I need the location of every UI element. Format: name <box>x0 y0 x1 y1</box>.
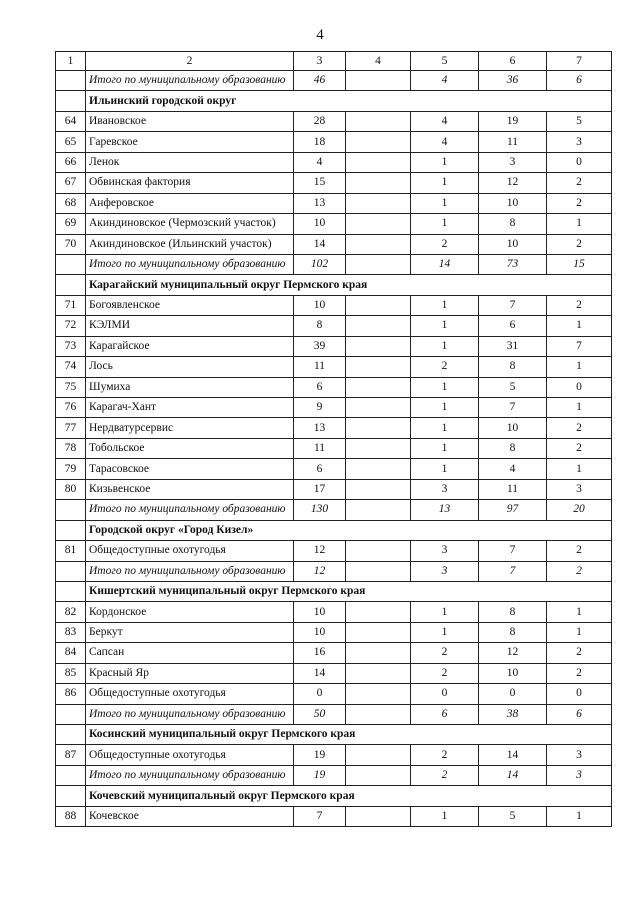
table-row <box>56 479 612 499</box>
row-number: 75 <box>56 377 86 397</box>
cell-col7: 3 <box>547 745 612 765</box>
table-row <box>56 541 612 561</box>
table-row <box>56 295 612 315</box>
cell-col6: 8 <box>479 602 547 622</box>
cell-col3: 12 <box>294 541 346 561</box>
row-number: 85 <box>56 663 86 683</box>
table-row <box>56 684 612 704</box>
cell-col7: 2 <box>547 643 612 663</box>
cell-col3: 12 <box>294 561 346 581</box>
cell-col4 <box>346 234 411 254</box>
cell-col7: 2 <box>547 438 612 458</box>
cell-col7: 3 <box>547 132 612 152</box>
cell-col3: 4 <box>294 152 346 172</box>
section-number-cell <box>56 786 86 806</box>
cell-col3: 13 <box>294 418 346 438</box>
row-number <box>56 561 86 581</box>
ground-name: Акиндиновское (Чермозский участок) <box>86 214 294 234</box>
cell-col5: 4 <box>411 111 479 131</box>
cell-col3: 8 <box>294 316 346 336</box>
cell-col7: 1 <box>547 602 612 622</box>
cell-col4 <box>346 684 411 704</box>
row-number: 87 <box>56 745 86 765</box>
cell-col6: 11 <box>479 479 547 499</box>
row-number <box>56 500 86 520</box>
ground-name: Итого по муниципальному образованию <box>86 561 294 581</box>
cell-col4 <box>346 254 411 274</box>
column-header: 5 <box>411 52 479 71</box>
cell-col4 <box>346 745 411 765</box>
row-number <box>56 765 86 785</box>
ground-name: Кордонское <box>86 602 294 622</box>
row-number <box>56 254 86 274</box>
ground-name: Общедоступные охотугодья <box>86 745 294 765</box>
table-body <box>56 52 612 827</box>
cell-col7: 15 <box>547 254 612 274</box>
cell-col4 <box>346 561 411 581</box>
row-number: 68 <box>56 193 86 213</box>
ground-name: Карагайское <box>86 336 294 356</box>
ground-name: Гаревское <box>86 132 294 152</box>
cell-col7: 1 <box>547 806 612 826</box>
cell-col3: 6 <box>294 377 346 397</box>
cell-col4 <box>346 418 411 438</box>
cell-col3: 19 <box>294 765 346 785</box>
cell-col4 <box>346 357 411 377</box>
table-row <box>56 643 612 663</box>
cell-col5: 2 <box>411 745 479 765</box>
column-header: 4 <box>346 52 411 71</box>
cell-col7: 7 <box>547 336 612 356</box>
cell-col4 <box>346 459 411 479</box>
cell-col5: 2 <box>411 643 479 663</box>
cell-col6: 6 <box>479 316 547 336</box>
cell-col5: 4 <box>411 71 479 91</box>
column-header: 7 <box>547 52 612 71</box>
cell-col4 <box>346 193 411 213</box>
ground-name: Итого по муниципальному образованию <box>86 704 294 724</box>
ground-name: Общедоступные охотугодья <box>86 684 294 704</box>
cell-col5: 6 <box>411 704 479 724</box>
cell-col6: 10 <box>479 418 547 438</box>
cell-col5: 3 <box>411 479 479 499</box>
row-number: 79 <box>56 459 86 479</box>
cell-col5: 1 <box>411 316 479 336</box>
cell-col4 <box>346 765 411 785</box>
ground-name: Нердватурсервис <box>86 418 294 438</box>
cell-col7: 3 <box>547 765 612 785</box>
ground-name: КЭЛМИ <box>86 316 294 336</box>
cell-col6: 36 <box>479 71 547 91</box>
cell-col3: 9 <box>294 398 346 418</box>
cell-col5: 1 <box>411 438 479 458</box>
cell-col3: 7 <box>294 806 346 826</box>
ground-name: Шумиха <box>86 377 294 397</box>
cell-col7: 2 <box>547 561 612 581</box>
section-number-cell <box>56 725 86 745</box>
cell-col4 <box>346 704 411 724</box>
table-row <box>56 398 612 418</box>
table-row <box>56 316 612 336</box>
cell-col7: 3 <box>547 479 612 499</box>
ground-name: Итого по муниципальному образованию <box>86 765 294 785</box>
cell-col4 <box>346 643 411 663</box>
section-number-cell <box>56 91 86 111</box>
section-row <box>56 520 612 540</box>
ground-name: Лось <box>86 357 294 377</box>
cell-col6: 31 <box>479 336 547 356</box>
cell-col7: 5 <box>547 111 612 131</box>
cell-col6: 12 <box>479 643 547 663</box>
cell-col5: 1 <box>411 214 479 234</box>
cell-col6: 7 <box>479 561 547 581</box>
section-row <box>56 91 612 111</box>
row-number: 72 <box>56 316 86 336</box>
row-number: 78 <box>56 438 86 458</box>
cell-col4 <box>346 295 411 315</box>
column-header: 1 <box>56 52 86 71</box>
cell-col3: 28 <box>294 111 346 131</box>
ground-name: Красный Яр <box>86 663 294 683</box>
cell-col5: 1 <box>411 152 479 172</box>
cell-col4 <box>346 132 411 152</box>
cell-col6: 5 <box>479 377 547 397</box>
column-header: 6 <box>479 52 547 71</box>
ground-name: Кочевское <box>86 806 294 826</box>
row-number <box>56 704 86 724</box>
table-row <box>56 438 612 458</box>
cell-col3: 14 <box>294 663 346 683</box>
cell-col7: 1 <box>547 357 612 377</box>
cell-col7: 1 <box>547 622 612 642</box>
cell-col6: 7 <box>479 295 547 315</box>
row-number: 66 <box>56 152 86 172</box>
total-row <box>56 765 612 785</box>
table-row <box>56 459 612 479</box>
table-row <box>56 418 612 438</box>
ground-name: Обвинская фактория <box>86 173 294 193</box>
total-row <box>56 561 612 581</box>
cell-col6: 14 <box>479 765 547 785</box>
cell-col4 <box>346 173 411 193</box>
ground-name: Акиндиновское (Ильинский участок) <box>86 234 294 254</box>
cell-col4 <box>346 152 411 172</box>
cell-col5: 3 <box>411 561 479 581</box>
ground-name: Итого по муниципальному образованию <box>86 500 294 520</box>
table-row <box>56 663 612 683</box>
cell-col4 <box>346 214 411 234</box>
cell-col5: 4 <box>411 132 479 152</box>
cell-col6: 8 <box>479 438 547 458</box>
section-row <box>56 725 612 745</box>
cell-col6: 3 <box>479 152 547 172</box>
ground-name: Итого по муниципальному образованию <box>86 71 294 91</box>
cell-col3: 102 <box>294 254 346 274</box>
cell-col4 <box>346 316 411 336</box>
section-title: Кочевский муниципальный округ Пермского края <box>86 786 612 806</box>
cell-col6: 0 <box>479 684 547 704</box>
cell-col6: 7 <box>479 541 547 561</box>
cell-col3: 11 <box>294 357 346 377</box>
cell-col7: 2 <box>547 295 612 315</box>
table-row <box>56 214 612 234</box>
column-header: 3 <box>294 52 346 71</box>
table-row <box>56 806 612 826</box>
cell-col7: 6 <box>547 71 612 91</box>
row-number: 73 <box>56 336 86 356</box>
cell-col4 <box>346 541 411 561</box>
cell-col4 <box>346 71 411 91</box>
ground-name: Кизьвенское <box>86 479 294 499</box>
cell-col3: 130 <box>294 500 346 520</box>
cell-col6: 19 <box>479 111 547 131</box>
section-row <box>56 786 612 806</box>
cell-col6: 73 <box>479 254 547 274</box>
section-title: Городской округ «Город Кизел» <box>86 520 612 540</box>
row-number: 86 <box>56 684 86 704</box>
ground-name: Богоявленское <box>86 295 294 315</box>
cell-col4 <box>346 336 411 356</box>
cell-col7: 2 <box>547 541 612 561</box>
cell-col6: 7 <box>479 398 547 418</box>
cell-col6: 10 <box>479 193 547 213</box>
cell-col4 <box>346 500 411 520</box>
cell-col5: 2 <box>411 357 479 377</box>
cell-col3: 19 <box>294 745 346 765</box>
cell-col6: 14 <box>479 745 547 765</box>
cell-col6: 4 <box>479 459 547 479</box>
section-title: Косинский муниципальный округ Пермского края <box>86 725 612 745</box>
cell-col5: 1 <box>411 418 479 438</box>
table-row <box>56 111 612 131</box>
cell-col3: 18 <box>294 132 346 152</box>
cell-col5: 1 <box>411 377 479 397</box>
cell-col6: 97 <box>479 500 547 520</box>
section-number-cell <box>56 581 86 601</box>
cell-col4 <box>346 438 411 458</box>
total-row <box>56 704 612 724</box>
cell-col3: 10 <box>294 602 346 622</box>
table-row <box>56 377 612 397</box>
cell-col4 <box>346 398 411 418</box>
table-row <box>56 336 612 356</box>
section-title: Ильинский городской округ <box>86 91 612 111</box>
cell-col5: 1 <box>411 806 479 826</box>
cell-col5: 1 <box>411 336 479 356</box>
cell-col7: 20 <box>547 500 612 520</box>
ground-name: Тарасовское <box>86 459 294 479</box>
cell-col3: 39 <box>294 336 346 356</box>
table-row <box>56 745 612 765</box>
cell-col5: 13 <box>411 500 479 520</box>
cell-col5: 2 <box>411 663 479 683</box>
ground-name: Карагач-Хант <box>86 398 294 418</box>
ground-name: Сапсан <box>86 643 294 663</box>
section-number-cell <box>56 520 86 540</box>
ground-name: Общедоступные охотугодья <box>86 541 294 561</box>
cell-col5: 1 <box>411 459 479 479</box>
cell-col4 <box>346 479 411 499</box>
ground-name: Беркут <box>86 622 294 642</box>
cell-col3: 10 <box>294 622 346 642</box>
cell-col7: 6 <box>547 704 612 724</box>
row-number: 81 <box>56 541 86 561</box>
cell-col6: 12 <box>479 173 547 193</box>
section-row <box>56 275 612 295</box>
cell-col7: 2 <box>547 663 612 683</box>
table-row <box>56 357 612 377</box>
cell-col5: 1 <box>411 173 479 193</box>
cell-col5: 3 <box>411 541 479 561</box>
cell-col4 <box>346 806 411 826</box>
cell-col5: 1 <box>411 295 479 315</box>
page-number: 4 <box>316 27 324 43</box>
cell-col3: 16 <box>294 643 346 663</box>
cell-col7: 1 <box>547 214 612 234</box>
cell-col7: 2 <box>547 193 612 213</box>
cell-col7: 2 <box>547 418 612 438</box>
cell-col4 <box>346 602 411 622</box>
row-number: 80 <box>56 479 86 499</box>
cell-col5: 0 <box>411 684 479 704</box>
row-number: 67 <box>56 173 86 193</box>
ground-name: Тобольское <box>86 438 294 458</box>
row-number: 69 <box>56 214 86 234</box>
section-title: Кишертский муниципальный округ Пермского края <box>86 581 612 601</box>
ground-name: Ленок <box>86 152 294 172</box>
cell-col7: 1 <box>547 398 612 418</box>
cell-col4 <box>346 377 411 397</box>
cell-col7: 0 <box>547 152 612 172</box>
table-row <box>56 173 612 193</box>
table-row <box>56 193 612 213</box>
row-number: 83 <box>56 622 86 642</box>
total-row <box>56 254 612 274</box>
cell-col5: 1 <box>411 193 479 213</box>
row-number: 65 <box>56 132 86 152</box>
section-row <box>56 581 612 601</box>
cell-col6: 8 <box>479 622 547 642</box>
cell-col5: 2 <box>411 765 479 785</box>
cell-col3: 6 <box>294 459 346 479</box>
cell-col3: 17 <box>294 479 346 499</box>
section-title: Карагайский муниципальный округ Пермского края <box>86 275 612 295</box>
cell-col3: 14 <box>294 234 346 254</box>
cell-col4 <box>346 663 411 683</box>
cell-col3: 50 <box>294 704 346 724</box>
cell-col5: 1 <box>411 622 479 642</box>
ground-name: Ивановское <box>86 111 294 131</box>
cell-col7: 0 <box>547 684 612 704</box>
row-number: 64 <box>56 111 86 131</box>
cell-col6: 38 <box>479 704 547 724</box>
row-number: 84 <box>56 643 86 663</box>
cell-col6: 8 <box>479 357 547 377</box>
row-number: 77 <box>56 418 86 438</box>
total-row <box>56 71 612 91</box>
cell-col3: 46 <box>294 71 346 91</box>
section-number-cell <box>56 275 86 295</box>
cell-col3: 13 <box>294 193 346 213</box>
cell-col3: 0 <box>294 684 346 704</box>
row-number: 88 <box>56 806 86 826</box>
cell-col4 <box>346 622 411 642</box>
ground-name: Итого по муниципальному образованию <box>86 254 294 274</box>
cell-col7: 0 <box>547 377 612 397</box>
total-row <box>56 500 612 520</box>
row-number <box>56 71 86 91</box>
row-number: 82 <box>56 602 86 622</box>
cell-col6: 8 <box>479 214 547 234</box>
table-row <box>56 622 612 642</box>
cell-col6: 5 <box>479 806 547 826</box>
cell-col7: 1 <box>547 459 612 479</box>
row-number: 76 <box>56 398 86 418</box>
cell-col3: 11 <box>294 438 346 458</box>
table-row <box>56 234 612 254</box>
row-number: 70 <box>56 234 86 254</box>
cell-col3: 10 <box>294 295 346 315</box>
cell-col4 <box>346 111 411 131</box>
column-header: 2 <box>86 52 294 71</box>
cell-col7: 1 <box>547 316 612 336</box>
column-header-row <box>56 52 612 71</box>
row-number: 71 <box>56 295 86 315</box>
ground-name: Анферовское <box>86 193 294 213</box>
cell-col6: 10 <box>479 234 547 254</box>
cell-col5: 1 <box>411 602 479 622</box>
table-row <box>56 602 612 622</box>
hunting-grounds-table <box>55 51 612 827</box>
cell-col5: 14 <box>411 254 479 274</box>
cell-col3: 10 <box>294 214 346 234</box>
cell-col6: 10 <box>479 663 547 683</box>
cell-col6: 11 <box>479 132 547 152</box>
cell-col5: 2 <box>411 234 479 254</box>
cell-col7: 2 <box>547 173 612 193</box>
cell-col7: 2 <box>547 234 612 254</box>
cell-col3: 15 <box>294 173 346 193</box>
table-row <box>56 152 612 172</box>
table-row <box>56 132 612 152</box>
cell-col5: 1 <box>411 398 479 418</box>
row-number: 74 <box>56 357 86 377</box>
